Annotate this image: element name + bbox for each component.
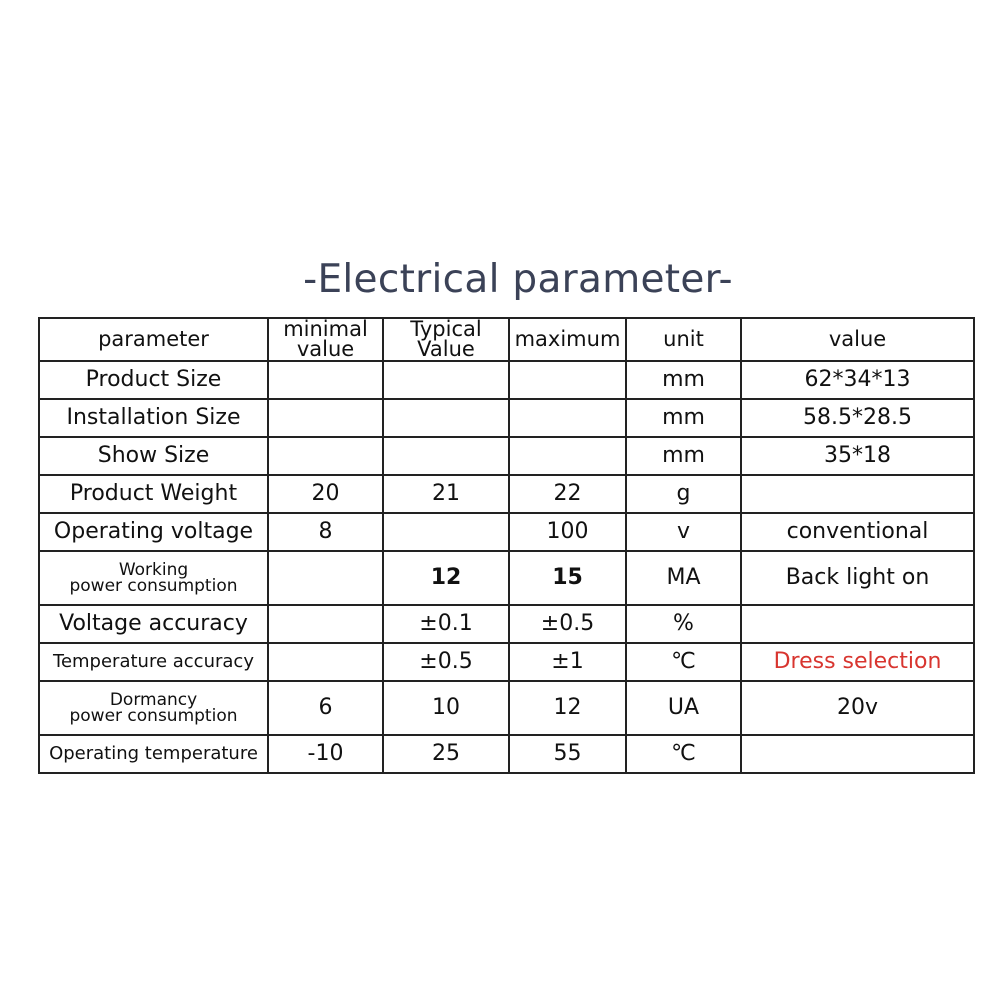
cell-typical [384, 362, 510, 400]
cell-unit: mm [627, 400, 742, 438]
cell-parameter: Voltage accuracy [40, 606, 269, 644]
cell-value: 35*18 [742, 438, 975, 476]
cell-parameter: Installation Size [40, 400, 269, 438]
cell-value [742, 476, 975, 514]
cell-value: 20v [742, 682, 975, 736]
cell-min: -10 [269, 736, 384, 774]
cell-parameter [40, 552, 269, 606]
cell-parameter-line1: Working [118, 559, 189, 580]
cell-unit: v [627, 514, 742, 552]
cell-max: ±0.5 [510, 606, 627, 644]
cell-parameter-line1: Dormancy [109, 689, 198, 710]
header-typical-value [384, 319, 510, 362]
cell-value: conventional [742, 514, 975, 552]
header-value: value [742, 319, 975, 362]
cell-typical [384, 438, 510, 476]
table-row [40, 514, 975, 552]
cell-unit: mm [627, 438, 742, 476]
cell-unit: mm [627, 362, 742, 400]
cell-max: 15 [510, 552, 627, 606]
cell-unit: UA [627, 682, 742, 736]
cell-unit: MA [627, 552, 742, 606]
cell-value: Back light on [742, 552, 975, 606]
table-row [40, 476, 975, 514]
cell-typical: 21 [384, 476, 510, 514]
cell-unit: ℃ [627, 644, 742, 682]
table-row [40, 400, 975, 438]
cell-value: 58.5*28.5 [742, 400, 975, 438]
table-row [40, 736, 975, 774]
cell-min [269, 400, 384, 438]
cell-parameter: Product Weight [40, 476, 269, 514]
header-minimal-line2: value [296, 336, 355, 361]
table-row [40, 644, 975, 682]
cell-value: 62*34*13 [742, 362, 975, 400]
header-unit: unit [627, 319, 742, 362]
cell-parameter-line2: power consumption [69, 575, 238, 596]
page-title: -Electrical parameter- [303, 257, 733, 302]
cell-min [269, 438, 384, 476]
cell-typical: 12 [384, 552, 510, 606]
cell-typical [384, 400, 510, 438]
cell-typical: ±0.1 [384, 606, 510, 644]
header-minimal-value [269, 319, 384, 362]
cell-parameter-line2: power consumption [69, 705, 238, 726]
cell-max: 12 [510, 682, 627, 736]
cell-typical: 10 [384, 682, 510, 736]
cell-min [269, 362, 384, 400]
cell-min [269, 552, 384, 606]
cell-value [742, 736, 975, 774]
cell-unit: % [627, 606, 742, 644]
table-row [40, 438, 975, 476]
cell-min: 8 [269, 514, 384, 552]
cell-value [742, 606, 975, 644]
cell-max: 22 [510, 476, 627, 514]
cell-max: 55 [510, 736, 627, 774]
cell-parameter [40, 682, 269, 736]
cell-max: 100 [510, 514, 627, 552]
cell-typical: 25 [384, 736, 510, 774]
cell-min [269, 606, 384, 644]
table-row [40, 606, 975, 644]
cell-max [510, 362, 627, 400]
cell-unit: g [627, 476, 742, 514]
cell-typical [384, 514, 510, 552]
header-typical-line1: Typical [410, 319, 482, 341]
cell-min [269, 644, 384, 682]
cell-parameter: Show Size [40, 438, 269, 476]
cell-unit: ℃ [627, 736, 742, 774]
cell-parameter: Operating temperature [40, 736, 269, 774]
table-row [40, 682, 975, 736]
table-header-row [40, 319, 975, 362]
header-minimal-line1: minimal [283, 319, 368, 341]
cell-parameter: Operating voltage [40, 514, 269, 552]
table-row [40, 362, 975, 400]
cell-min: 6 [269, 682, 384, 736]
cell-max [510, 438, 627, 476]
cell-max [510, 400, 627, 438]
electrical-parameter-table [38, 317, 975, 774]
header-maximum: maximum [510, 319, 627, 362]
header-parameter: parameter [40, 319, 269, 362]
cell-max: ±1 [510, 644, 627, 682]
header-typical-line2: Value [417, 336, 475, 361]
cell-parameter: Temperature accuracy [40, 644, 269, 682]
cell-typical: ±0.5 [384, 644, 510, 682]
cell-parameter: Product Size [40, 362, 269, 400]
table-row [40, 552, 975, 606]
cell-value-highlight: Dress selection [742, 644, 975, 682]
cell-min: 20 [269, 476, 384, 514]
